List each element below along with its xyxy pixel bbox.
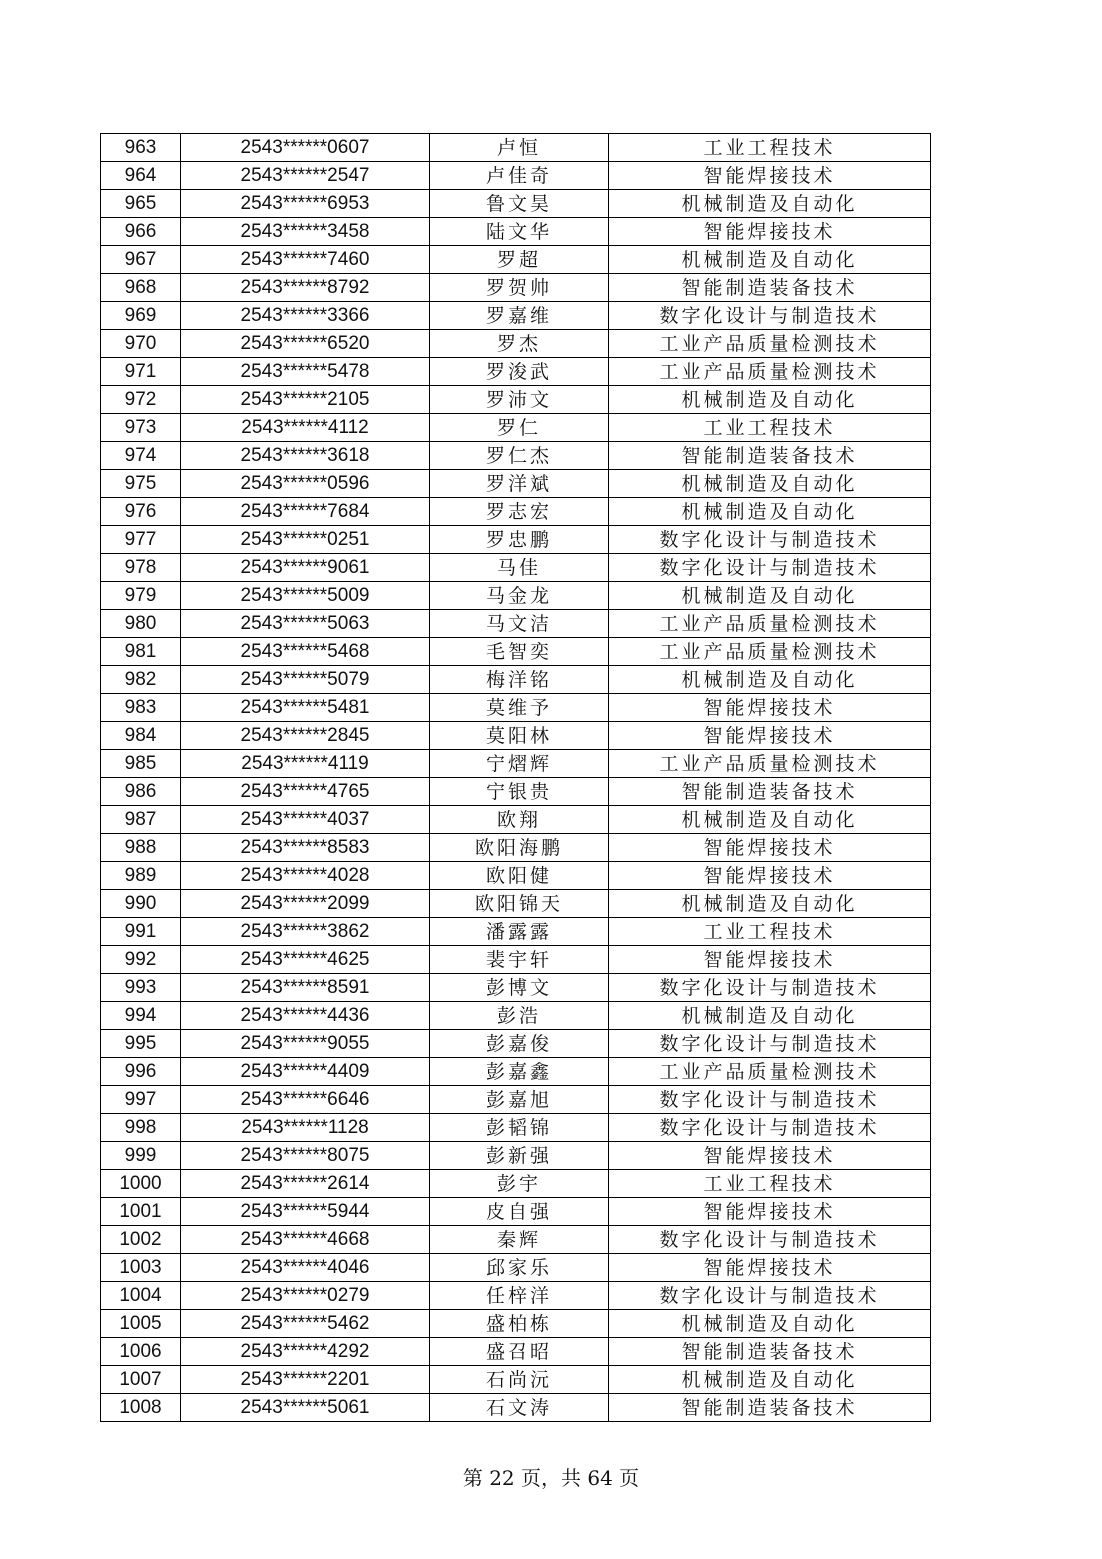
student-name-cell: 罗杰 bbox=[430, 330, 609, 358]
id-number-cell: 2543******0279 bbox=[181, 1282, 430, 1310]
id-number-cell: 2543******3618 bbox=[181, 442, 430, 470]
row-number-cell: 970 bbox=[101, 330, 181, 358]
footer-total-pages: 64 bbox=[587, 1466, 613, 1490]
student-name-cell: 卢佳奇 bbox=[430, 162, 609, 190]
major-cell: 智能焊接技术 bbox=[609, 946, 931, 974]
major-cell: 智能制造装备技术 bbox=[609, 1338, 931, 1366]
major-cell: 数字化设计与制造技术 bbox=[609, 1282, 931, 1310]
id-number-cell: 2543******5478 bbox=[181, 358, 430, 386]
row-number-cell: 969 bbox=[101, 302, 181, 330]
id-number-cell: 2543******5468 bbox=[181, 638, 430, 666]
id-number-cell: 2543******8792 bbox=[181, 274, 430, 302]
student-name-cell: 欧翔 bbox=[430, 806, 609, 834]
row-number-cell: 992 bbox=[101, 946, 181, 974]
student-name-cell: 欧阳海鹏 bbox=[430, 834, 609, 862]
id-number-cell: 2543******4436 bbox=[181, 1002, 430, 1030]
row-number-cell: 998 bbox=[101, 1114, 181, 1142]
student-name-cell: 马金龙 bbox=[430, 582, 609, 610]
table-row bbox=[101, 834, 931, 862]
student-name-cell: 盛柏栋 bbox=[430, 1310, 609, 1338]
student-name-cell: 欧阳健 bbox=[430, 862, 609, 890]
row-number-cell: 987 bbox=[101, 806, 181, 834]
id-number-cell: 2543******0607 bbox=[181, 134, 430, 162]
student-name-cell: 陆文华 bbox=[430, 218, 609, 246]
row-number-cell: 1005 bbox=[101, 1310, 181, 1338]
id-number-cell: 2543******3862 bbox=[181, 918, 430, 946]
row-number-cell: 968 bbox=[101, 274, 181, 302]
row-number-cell: 994 bbox=[101, 1002, 181, 1030]
table-row bbox=[101, 386, 931, 414]
row-number-cell: 985 bbox=[101, 750, 181, 778]
table-row bbox=[101, 778, 931, 806]
row-number-cell: 996 bbox=[101, 1058, 181, 1086]
major-cell: 工业产品质量检测技术 bbox=[609, 750, 931, 778]
roster-table-body bbox=[101, 134, 931, 1422]
id-number-cell: 2543******6953 bbox=[181, 190, 430, 218]
table-row bbox=[101, 694, 931, 722]
id-number-cell: 2543******9061 bbox=[181, 554, 430, 582]
student-name-cell: 马佳 bbox=[430, 554, 609, 582]
table-row bbox=[101, 162, 931, 190]
id-number-cell: 2543******4112 bbox=[181, 414, 430, 442]
table-row bbox=[101, 862, 931, 890]
student-name-cell: 彭嘉旭 bbox=[430, 1086, 609, 1114]
id-number-cell: 2543******3366 bbox=[181, 302, 430, 330]
student-name-cell: 彭嘉鑫 bbox=[430, 1058, 609, 1086]
student-name-cell: 鲁文昊 bbox=[430, 190, 609, 218]
id-number-cell: 2543******2614 bbox=[181, 1170, 430, 1198]
student-name-cell: 欧阳锦天 bbox=[430, 890, 609, 918]
table-row bbox=[101, 1002, 931, 1030]
table-row bbox=[101, 610, 931, 638]
row-number-cell: 967 bbox=[101, 246, 181, 274]
major-cell: 智能制造装备技术 bbox=[609, 274, 931, 302]
student-name-cell: 盛召昭 bbox=[430, 1338, 609, 1366]
row-number-cell: 989 bbox=[101, 862, 181, 890]
student-name-cell: 罗贺帅 bbox=[430, 274, 609, 302]
student-name-cell: 罗超 bbox=[430, 246, 609, 274]
major-cell: 工业产品质量检测技术 bbox=[609, 358, 931, 386]
major-cell: 数字化设计与制造技术 bbox=[609, 1114, 931, 1142]
footer-page-number: 22 bbox=[489, 1466, 515, 1490]
row-number-cell: 981 bbox=[101, 638, 181, 666]
table-row bbox=[101, 274, 931, 302]
row-number-cell: 965 bbox=[101, 190, 181, 218]
id-number-cell: 2543******4046 bbox=[181, 1254, 430, 1282]
major-cell: 数字化设计与制造技术 bbox=[609, 554, 931, 582]
table-row bbox=[101, 218, 931, 246]
major-cell: 数字化设计与制造技术 bbox=[609, 302, 931, 330]
major-cell: 数字化设计与制造技术 bbox=[609, 1030, 931, 1058]
id-number-cell: 2543******5481 bbox=[181, 694, 430, 722]
student-name-cell: 邱家乐 bbox=[430, 1254, 609, 1282]
id-number-cell: 2543******6646 bbox=[181, 1086, 430, 1114]
id-number-cell: 2543******5061 bbox=[181, 1394, 430, 1422]
major-cell: 工业工程技术 bbox=[609, 134, 931, 162]
table-row bbox=[101, 722, 931, 750]
table-row bbox=[101, 750, 931, 778]
page-footer bbox=[0, 1464, 1102, 1492]
id-number-cell: 2543******5009 bbox=[181, 582, 430, 610]
table-row bbox=[101, 918, 931, 946]
table-row bbox=[101, 1366, 931, 1394]
table-row bbox=[101, 442, 931, 470]
table-row bbox=[101, 1310, 931, 1338]
table-row bbox=[101, 666, 931, 694]
table-row bbox=[101, 526, 931, 554]
row-number-cell: 997 bbox=[101, 1086, 181, 1114]
id-number-cell: 2543******8591 bbox=[181, 974, 430, 1002]
row-number-cell: 1000 bbox=[101, 1170, 181, 1198]
student-name-cell: 石尚沅 bbox=[430, 1366, 609, 1394]
student-name-cell: 彭韬锦 bbox=[430, 1114, 609, 1142]
student-name-cell: 罗忠鹏 bbox=[430, 526, 609, 554]
id-number-cell: 2543******2547 bbox=[181, 162, 430, 190]
major-cell: 数字化设计与制造技术 bbox=[609, 1226, 931, 1254]
row-number-cell: 986 bbox=[101, 778, 181, 806]
major-cell: 机械制造及自动化 bbox=[609, 582, 931, 610]
row-number-cell: 1003 bbox=[101, 1254, 181, 1282]
table-row bbox=[101, 1058, 931, 1086]
row-number-cell: 982 bbox=[101, 666, 181, 694]
major-cell: 智能焊接技术 bbox=[609, 1142, 931, 1170]
row-number-cell: 966 bbox=[101, 218, 181, 246]
major-cell: 机械制造及自动化 bbox=[609, 666, 931, 694]
row-number-cell: 963 bbox=[101, 134, 181, 162]
major-cell: 智能制造装备技术 bbox=[609, 778, 931, 806]
row-number-cell: 1001 bbox=[101, 1198, 181, 1226]
id-number-cell: 2543******1128 bbox=[181, 1114, 430, 1142]
id-number-cell: 2543******2099 bbox=[181, 890, 430, 918]
major-cell: 数字化设计与制造技术 bbox=[609, 1086, 931, 1114]
table-row bbox=[101, 1282, 931, 1310]
row-number-cell: 979 bbox=[101, 582, 181, 610]
major-cell: 工业工程技术 bbox=[609, 1170, 931, 1198]
row-number-cell: 984 bbox=[101, 722, 181, 750]
id-number-cell: 2543******4625 bbox=[181, 946, 430, 974]
student-name-cell: 任梓洋 bbox=[430, 1282, 609, 1310]
major-cell: 机械制造及自动化 bbox=[609, 1366, 931, 1394]
id-number-cell: 2543******8075 bbox=[181, 1142, 430, 1170]
major-cell: 智能制造装备技术 bbox=[609, 442, 931, 470]
id-number-cell: 2543******0251 bbox=[181, 526, 430, 554]
id-number-cell: 2543******6520 bbox=[181, 330, 430, 358]
row-number-cell: 974 bbox=[101, 442, 181, 470]
major-cell: 智能制造装备技术 bbox=[609, 1394, 931, 1422]
major-cell: 工业产品质量检测技术 bbox=[609, 610, 931, 638]
id-number-cell: 2543******4765 bbox=[181, 778, 430, 806]
table-row bbox=[101, 358, 931, 386]
student-name-cell: 石文涛 bbox=[430, 1394, 609, 1422]
table-row bbox=[101, 1086, 931, 1114]
table-row bbox=[101, 190, 931, 218]
table-row bbox=[101, 806, 931, 834]
row-number-cell: 976 bbox=[101, 498, 181, 526]
id-number-cell: 2543******4028 bbox=[181, 862, 430, 890]
id-number-cell: 2543******5944 bbox=[181, 1198, 430, 1226]
row-number-cell: 990 bbox=[101, 890, 181, 918]
table-row bbox=[101, 1114, 931, 1142]
id-number-cell: 2543******4292 bbox=[181, 1338, 430, 1366]
table-row bbox=[101, 554, 931, 582]
table-row bbox=[101, 582, 931, 610]
id-number-cell: 2543******5079 bbox=[181, 666, 430, 694]
student-name-cell: 罗志宏 bbox=[430, 498, 609, 526]
student-name-cell: 罗沛文 bbox=[430, 386, 609, 414]
student-name-cell: 彭浩 bbox=[430, 1002, 609, 1030]
student-name-cell: 皮自强 bbox=[430, 1198, 609, 1226]
student-name-cell: 罗仁杰 bbox=[430, 442, 609, 470]
major-cell: 智能焊接技术 bbox=[609, 1198, 931, 1226]
id-number-cell: 2543******2201 bbox=[181, 1366, 430, 1394]
id-number-cell: 2543******9055 bbox=[181, 1030, 430, 1058]
major-cell: 机械制造及自动化 bbox=[609, 1002, 931, 1030]
major-cell: 智能焊接技术 bbox=[609, 694, 931, 722]
row-number-cell: 988 bbox=[101, 834, 181, 862]
table-row bbox=[101, 414, 931, 442]
id-number-cell: 2543******3458 bbox=[181, 218, 430, 246]
row-number-cell: 993 bbox=[101, 974, 181, 1002]
major-cell: 机械制造及自动化 bbox=[609, 246, 931, 274]
table-row bbox=[101, 1226, 931, 1254]
row-number-cell: 973 bbox=[101, 414, 181, 442]
table-row bbox=[101, 1170, 931, 1198]
row-number-cell: 1002 bbox=[101, 1226, 181, 1254]
student-name-cell: 莫阳林 bbox=[430, 722, 609, 750]
row-number-cell: 1004 bbox=[101, 1282, 181, 1310]
major-cell: 智能焊接技术 bbox=[609, 162, 931, 190]
major-cell: 机械制造及自动化 bbox=[609, 1310, 931, 1338]
major-cell: 智能焊接技术 bbox=[609, 1254, 931, 1282]
row-number-cell: 1007 bbox=[101, 1366, 181, 1394]
row-number-cell: 1006 bbox=[101, 1338, 181, 1366]
id-number-cell: 2543******2845 bbox=[181, 722, 430, 750]
footer-suffix: 页 bbox=[619, 1466, 640, 1490]
student-name-cell: 梅洋铭 bbox=[430, 666, 609, 694]
table-row bbox=[101, 1142, 931, 1170]
major-cell: 智能焊接技术 bbox=[609, 862, 931, 890]
major-cell: 工业产品质量检测技术 bbox=[609, 1058, 931, 1086]
student-name-cell: 宁银贵 bbox=[430, 778, 609, 806]
id-number-cell: 2543******4668 bbox=[181, 1226, 430, 1254]
student-name-cell: 彭宇 bbox=[430, 1170, 609, 1198]
footer-middle: 页，共 bbox=[521, 1466, 581, 1490]
row-number-cell: 978 bbox=[101, 554, 181, 582]
major-cell: 工业工程技术 bbox=[609, 918, 931, 946]
student-name-cell: 莫维予 bbox=[430, 694, 609, 722]
student-name-cell: 潘露露 bbox=[430, 918, 609, 946]
major-cell: 机械制造及自动化 bbox=[609, 470, 931, 498]
table-row bbox=[101, 974, 931, 1002]
table-row bbox=[101, 1394, 931, 1422]
student-name-cell: 罗浚武 bbox=[430, 358, 609, 386]
table-row bbox=[101, 1198, 931, 1226]
row-number-cell: 975 bbox=[101, 470, 181, 498]
id-number-cell: 2543******5063 bbox=[181, 610, 430, 638]
student-name-cell: 罗仁 bbox=[430, 414, 609, 442]
table-row bbox=[101, 1254, 931, 1282]
major-cell: 工业产品质量检测技术 bbox=[609, 638, 931, 666]
id-number-cell: 2543******5462 bbox=[181, 1310, 430, 1338]
student-name-cell: 彭博文 bbox=[430, 974, 609, 1002]
student-name-cell: 卢恒 bbox=[430, 134, 609, 162]
id-number-cell: 2543******7460 bbox=[181, 246, 430, 274]
table-row bbox=[101, 946, 931, 974]
row-number-cell: 971 bbox=[101, 358, 181, 386]
major-cell: 智能焊接技术 bbox=[609, 218, 931, 246]
table-row bbox=[101, 890, 931, 918]
student-name-cell: 宁熠辉 bbox=[430, 750, 609, 778]
table-row bbox=[101, 246, 931, 274]
row-number-cell: 977 bbox=[101, 526, 181, 554]
row-number-cell: 999 bbox=[101, 1142, 181, 1170]
row-number-cell: 995 bbox=[101, 1030, 181, 1058]
table-row bbox=[101, 330, 931, 358]
footer-prefix: 第 bbox=[462, 1466, 483, 1490]
major-cell: 工业工程技术 bbox=[609, 414, 931, 442]
id-number-cell: 2543******7684 bbox=[181, 498, 430, 526]
student-name-cell: 彭嘉俊 bbox=[430, 1030, 609, 1058]
table-row bbox=[101, 1030, 931, 1058]
id-number-cell: 2543******0596 bbox=[181, 470, 430, 498]
id-number-cell: 2543******4409 bbox=[181, 1058, 430, 1086]
id-number-cell: 2543******4119 bbox=[181, 750, 430, 778]
student-name-cell: 裴宇轩 bbox=[430, 946, 609, 974]
major-cell: 工业产品质量检测技术 bbox=[609, 330, 931, 358]
table-row bbox=[101, 498, 931, 526]
row-number-cell: 1008 bbox=[101, 1394, 181, 1422]
student-name-cell: 罗洋斌 bbox=[430, 470, 609, 498]
major-cell: 机械制造及自动化 bbox=[609, 386, 931, 414]
table-row bbox=[101, 1338, 931, 1366]
table-row bbox=[101, 470, 931, 498]
major-cell: 机械制造及自动化 bbox=[609, 190, 931, 218]
student-name-cell: 秦辉 bbox=[430, 1226, 609, 1254]
student-name-cell: 毛智奕 bbox=[430, 638, 609, 666]
table-row bbox=[101, 302, 931, 330]
student-name-cell: 罗嘉维 bbox=[430, 302, 609, 330]
id-number-cell: 2543******4037 bbox=[181, 806, 430, 834]
major-cell: 机械制造及自动化 bbox=[609, 890, 931, 918]
roster-table bbox=[100, 133, 931, 1422]
major-cell: 智能焊接技术 bbox=[609, 722, 931, 750]
major-cell: 数字化设计与制造技术 bbox=[609, 974, 931, 1002]
table-row bbox=[101, 638, 931, 666]
major-cell: 机械制造及自动化 bbox=[609, 498, 931, 526]
row-number-cell: 972 bbox=[101, 386, 181, 414]
id-number-cell: 2543******8583 bbox=[181, 834, 430, 862]
major-cell: 数字化设计与制造技术 bbox=[609, 526, 931, 554]
student-name-cell: 马文洁 bbox=[430, 610, 609, 638]
row-number-cell: 983 bbox=[101, 694, 181, 722]
row-number-cell: 964 bbox=[101, 162, 181, 190]
table-row bbox=[101, 134, 931, 162]
student-name-cell: 彭新强 bbox=[430, 1142, 609, 1170]
row-number-cell: 980 bbox=[101, 610, 181, 638]
major-cell: 机械制造及自动化 bbox=[609, 806, 931, 834]
id-number-cell: 2543******2105 bbox=[181, 386, 430, 414]
row-number-cell: 991 bbox=[101, 918, 181, 946]
major-cell: 智能焊接技术 bbox=[609, 834, 931, 862]
